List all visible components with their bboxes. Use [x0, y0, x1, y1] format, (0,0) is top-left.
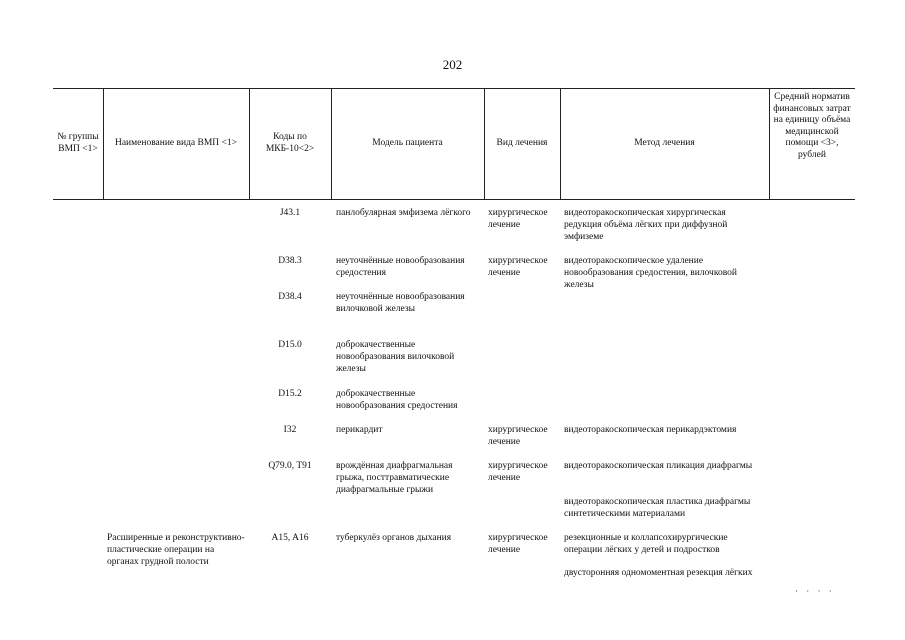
table-cell-method: видеоторакоскопическое удаление новообразования средостения, вилочковой железы	[564, 256, 737, 290]
header-divider	[103, 88, 104, 199]
header-group-no: № группы ВМП <1>	[57, 132, 99, 154]
header-model: Модель пациента	[372, 137, 443, 148]
table-cell-model: доброкачественные новообразования вилочковой железы	[336, 340, 455, 374]
table-cell-model: доброкачественные новообразования средостения	[336, 389, 458, 411]
table-cell-code: Q79.0, T91	[268, 461, 312, 471]
header-divider	[249, 88, 250, 199]
table-cell-code: D38.3	[278, 256, 302, 266]
table-cell-type: хирургическое лечение	[488, 208, 548, 230]
table-cell-model: врождённая диафрагмальная грыжа, посттравматические диафрагмальные грыжи	[336, 461, 453, 495]
table-cell-name: Расширенные и реконструктивно-пластические операции на органах грудной полости	[107, 533, 245, 567]
header-divider	[331, 88, 332, 199]
header-method: Метод лечения	[634, 137, 695, 148]
table-cell-method: видеоторакоскопическая пликация диафрагмы	[564, 461, 753, 471]
table-cell-method: видеоторакоскопическая хирургическая редукция объёма лёгких при диффузной эмфиземе	[564, 208, 728, 242]
table-cell-method: видеоторакоскопическая пластика диафрагмы синтетическими материалами	[564, 497, 751, 519]
page-number: 202	[442, 57, 463, 72]
table-cell-code: J43.1	[279, 208, 301, 218]
table-cell-model: перикардит	[336, 425, 383, 435]
header-name: Наименование вида ВМП <1>	[114, 137, 238, 148]
table-cell-model: неуточнённые новообразования вилочковой железы	[336, 292, 465, 314]
header-treatment-type: Вид лечения	[496, 137, 548, 148]
table-cell-type: хирургическое лечение	[488, 533, 548, 555]
header-codes: Коды по МКБ-10<2>	[265, 132, 315, 154]
header-divider	[484, 88, 485, 199]
header-divider	[769, 88, 770, 199]
table-cell-code: D15.0	[278, 340, 302, 350]
table-cell-code: D15.2	[278, 389, 302, 399]
header-top-rule	[53, 88, 855, 89]
table-cell-model: панлобулярная эмфизема лёгкого	[336, 208, 471, 218]
table-cell-method: видеоторакоскопическая перикардэктомия	[564, 425, 737, 435]
table-cell-type: хирургическое лечение	[488, 425, 548, 447]
table-cell-model: неуточнённые новообразования средостения	[336, 256, 465, 278]
header-cost: Средний норматив финансовых затрат на единицу объёма медицинской помощи <3>, рублей	[773, 92, 851, 160]
scan-marks: · · · ·	[795, 586, 835, 596]
table-cell-model: туберкулёз органов дыхания	[336, 533, 452, 543]
table-cell-type: хирургическое лечение	[488, 461, 548, 483]
table-cell-code: A15, A16	[271, 533, 309, 543]
header-bottom-rule	[53, 199, 855, 200]
table-cell-code: I32	[283, 425, 297, 435]
table-cell-method: двусторонняя одномоментная резекция лёгких	[564, 568, 753, 578]
header-divider	[560, 88, 561, 199]
table-cell-type: хирургическое лечение	[488, 256, 548, 278]
table-cell-method: резекционные и коллапсохирургические операции лёгких у детей и подростков	[564, 533, 728, 555]
table-cell-code: D38.4	[278, 292, 302, 302]
